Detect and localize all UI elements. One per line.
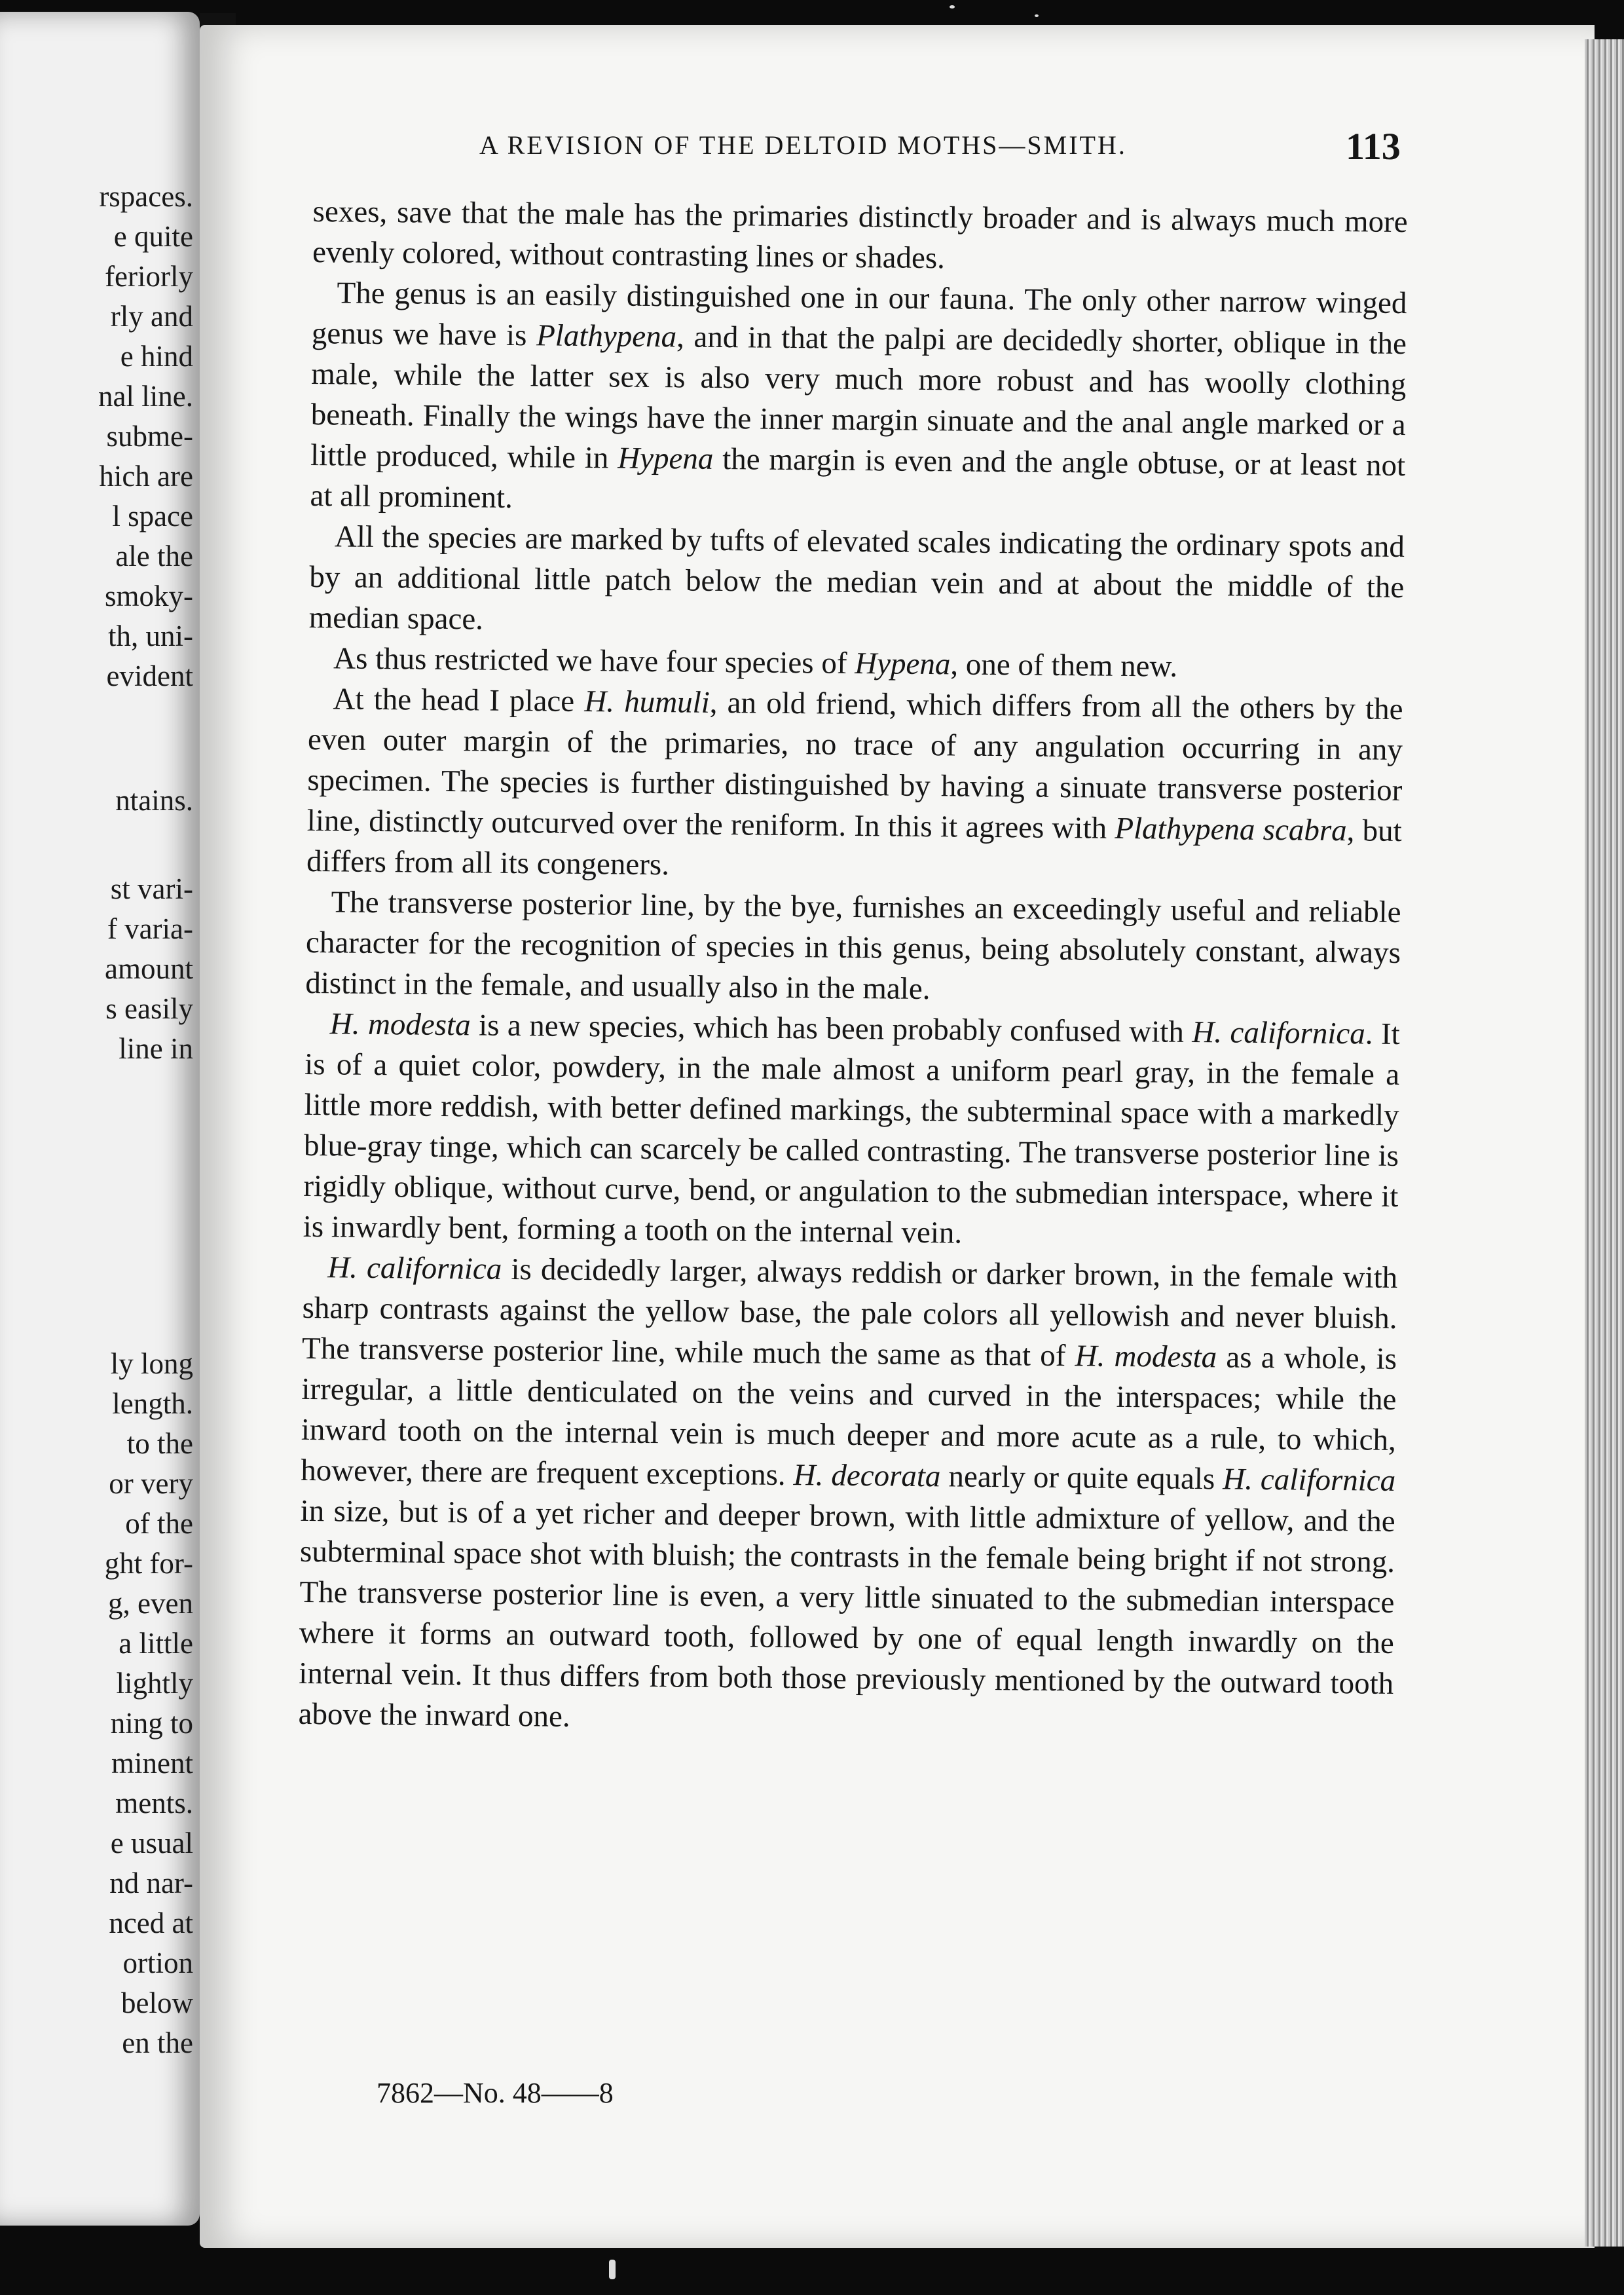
scan-speck (1035, 14, 1039, 17)
paragraph-text: sexes, save that the male has the primaries distinctly broader and is always much more evenly colored, without contrasting lines or shades. (312, 194, 1408, 276)
left-page-line: st vari- (110, 872, 193, 905)
paragraph-text: is a new species, which has been probably confused with (470, 1008, 1192, 1049)
left-page-line: a little (119, 1627, 193, 1660)
scan-speck (609, 2260, 616, 2279)
paragraph-text: , and in that the palpi are decidedly shorter, oblique in the male, while the latter sex is also very much more robust and has woolly clothing beneath. Finally the wings have the inner margin sinuate and the anal angle marked or a little produced, while in (310, 320, 1407, 476)
species-name: H. humuli (584, 684, 710, 720)
left-page-line: nd nar- (109, 1867, 193, 1899)
paragraph-text: All the species are marked by tufts of elevated scales indicating the ordinary spots and by an additional little patch below the median vein and at about the middle of the median space. (308, 519, 1405, 637)
paragraph-text: the margin is even and the angle obtuse, or at least not at all prominent. (310, 441, 1406, 515)
paragraph-7 (303, 1003, 1400, 1258)
left-page-line: e usual (110, 1827, 193, 1859)
left-page-line: s easily (105, 992, 193, 1025)
genus-name: Hypena (618, 441, 714, 476)
species-name: H. modesta (329, 1007, 471, 1043)
paragraph-text: , an old friend, which differs from all the others by the even outer margin of the primaries, no trace of any angulation occurring in any specimen. The species is further distinguished by having a sinuate transverse posterior line, distinctly outcurved over the reniform. In this it agrees with (306, 685, 1403, 846)
paragraph-6 (305, 882, 1401, 1014)
left-page-line: minent (111, 1747, 193, 1780)
paragraph-text: At the head I place (333, 682, 585, 719)
left-page-line: length. (112, 1387, 193, 1420)
species-name: H. californica (1192, 1015, 1366, 1051)
left-page-line: smoky- (105, 580, 193, 612)
left-page-line: hich are (99, 460, 193, 493)
signature-mark: 7862—No. 48——8 (377, 2077, 614, 2109)
paragraph-text: The genus is an easily distinguished one in our fauna. The only other narrow winged genus we have is (311, 276, 1407, 353)
paragraph-text: nearly or quite equals (940, 1459, 1223, 1497)
paragraph-2 (310, 272, 1407, 527)
left-page-line: th, uni- (108, 620, 193, 652)
paragraph-1 (312, 191, 1408, 283)
left-page-line: feriorly (105, 260, 193, 293)
left-page-line: ly long (110, 1347, 193, 1380)
left-page-line: to the (126, 1427, 193, 1460)
body-text (298, 191, 1408, 1745)
paragraph-3 (308, 516, 1405, 648)
left-page-line: nal line. (98, 380, 193, 413)
left-page-line: or very (109, 1467, 193, 1500)
left-page-line: ale the (115, 540, 193, 572)
paragraph-8 (298, 1247, 1397, 1745)
left-page-line: ght for- (104, 1547, 193, 1580)
species-name: H. californica (327, 1250, 502, 1286)
paragraph-text: , one of them new. (950, 647, 1178, 684)
left-page-line: evident (106, 660, 193, 692)
species-name: H. decorata (793, 1458, 941, 1494)
paragraph-text: is decidedly larger, always reddish or darker brown, in the female with sharp contrasts against the yellow base, the pale colors all yellowish and never bluish. The transverse posterior line, while much the same as that of (301, 1252, 1398, 1373)
page-edge (1585, 39, 1624, 2247)
species-name: H. californica (1222, 1462, 1396, 1498)
left-page-line: rly and (110, 300, 193, 333)
left-page-line: lightly (116, 1667, 193, 1700)
left-page-line: subme- (106, 420, 193, 453)
left-page-line: e hind (120, 340, 193, 373)
paragraph-text: in size, but is of a yet richer and deeper brown, with little admixture of yellow, and the subterminal space shot with bluish; the contrasts in the female being bright if not strong. The transverse posterior line is even, a very little sinuated to the submedian interspace where it forms an outward tooth, followed by one of equal length inwardly on the internal vein. It thus differs from both those previously mentioned by the outward tooth above the inward one. (298, 1493, 1395, 1734)
left-page-line: nced at (109, 1907, 193, 1939)
left-page-line: l space (112, 500, 193, 532)
paragraph-text: The transverse posterior line, by the bye, furnishes an exceedingly useful and reliable character for the recognition of species in this genus, being absolutely constant, always distinct in the female, and usually also in the male. (305, 885, 1401, 1007)
left-page-line: amount (105, 952, 193, 985)
paragraph-text: , but differs from all its congeners. (306, 813, 1402, 882)
paragraph-text: As thus restricted we have four species of (333, 641, 855, 681)
species-name: H. modesta (1075, 1339, 1217, 1375)
species-name: Plathypena scabra (1115, 811, 1347, 848)
scan-speck (950, 5, 955, 9)
left-page-line: ning to (110, 1707, 193, 1740)
paragraph-5 (306, 679, 1403, 892)
left-page-line: of the (125, 1507, 193, 1540)
page-number: 113 (1346, 125, 1401, 168)
running-head: A REVISION OF THE DELTOID MOTHS—SMITH. (479, 130, 1127, 160)
left-page-line: below (121, 1987, 193, 2019)
left-page-line: f varia- (107, 912, 193, 945)
left-page-line: g, even (108, 1587, 193, 1620)
left-page-line: e quite (113, 220, 193, 253)
left-page-line: ortion (122, 1947, 193, 1979)
left-facing-page (0, 12, 200, 2226)
left-page-line: rspaces. (99, 180, 193, 213)
left-page-line: ments. (115, 1787, 193, 1819)
left-page-line: ntains. (115, 784, 193, 817)
paragraph-text: as a whole, is irregular, a little denticulated on the veins and curved in the interspaces; while the inward tooth on the internal vein is much deeper and more acute as a rule, to which, however, there are frequent exceptions. (301, 1340, 1397, 1493)
genus-name: Plathypena (536, 318, 677, 354)
genus-name: Hypena (855, 646, 951, 682)
left-page-line: line in (119, 1032, 193, 1065)
paragraph-text: . It is of a quiet color, powdery, in the male almost a uniform pearl gray, in the female a little more reddish, with better defined markings, the subterminal space with a markedly blue-gray tinge, which can scarcely be called contrasting. The transverse posterior line is rigidly oblique, without curve, bend, or angulation to the submedian interspace, where it is inwardly bent, forming a tooth on the internal vein. (303, 1017, 1400, 1250)
left-page-line: en the (122, 2026, 193, 2059)
